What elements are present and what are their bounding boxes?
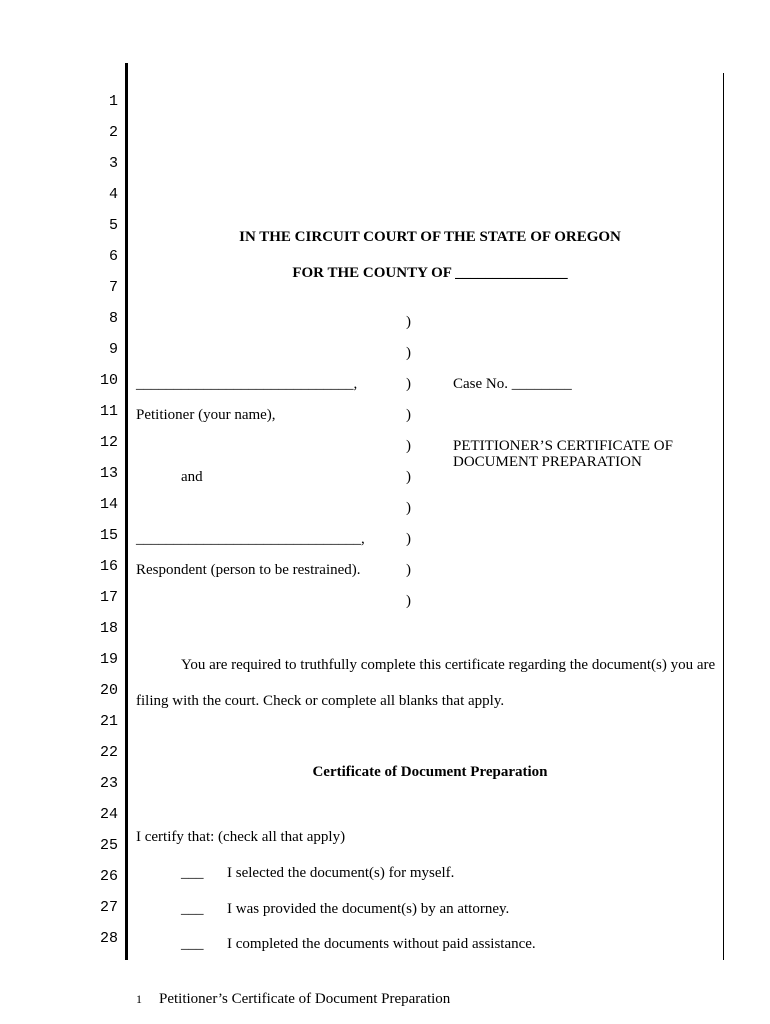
line-number: 24 xyxy=(99,806,118,823)
left-margin-rule xyxy=(125,63,128,960)
section-heading: Certificate of Document Preparation xyxy=(312,764,548,780)
line-number: 15 xyxy=(99,527,118,544)
caption-paren: ) xyxy=(406,562,411,578)
caption-paren: ) xyxy=(406,531,411,547)
instruction-line2: filing with the court. Check or complete all blanks that apply. xyxy=(136,693,505,709)
case-number-line xyxy=(453,375,572,393)
line-number: 4 xyxy=(108,186,118,203)
line-number: 14 xyxy=(99,496,118,513)
option-checkbox-blank[interactable]: ___ xyxy=(181,901,204,917)
line-number: 10 xyxy=(99,372,118,389)
footer-page-number: 1 xyxy=(136,992,142,1006)
caption-paren: ) xyxy=(406,376,411,392)
line-number: 8 xyxy=(108,310,118,327)
county-prefix: FOR THE COUNTY OF xyxy=(292,265,452,281)
line-number: 23 xyxy=(99,775,118,792)
line-number: 11 xyxy=(99,403,118,420)
instruction-line1: You are required to truthfully complete this certificate regarding the document(s) you are xyxy=(181,657,716,673)
caption-paren: ) xyxy=(406,500,411,516)
line-number: 1 xyxy=(108,93,118,110)
line-number: 3 xyxy=(108,155,118,172)
option-checkbox-blank[interactable]: ___ xyxy=(181,865,204,881)
line-number: 22 xyxy=(99,744,118,761)
caption-paren: ) xyxy=(406,438,411,454)
line-number: 27 xyxy=(99,899,118,916)
respondent-label: Respondent (person to be restrained). xyxy=(136,562,361,578)
line-number: 28 xyxy=(99,930,118,947)
county-line xyxy=(136,264,724,282)
line-number: 16 xyxy=(99,558,118,575)
line-number: 21 xyxy=(99,713,118,730)
line-number: 20 xyxy=(99,682,118,699)
and-label: and xyxy=(181,469,203,485)
line-number: 6 xyxy=(108,248,118,265)
line-number: 12 xyxy=(99,434,118,451)
option-checkbox-blank[interactable]: ___ xyxy=(181,936,204,952)
option-label: I completed the documents without paid assistance. xyxy=(227,936,536,952)
certify-intro: I certify that: (check all that apply) xyxy=(136,829,346,845)
respondent-name-blank[interactable]: ______________________________, xyxy=(136,531,365,547)
option-label: I was provided the document(s) by an attorney. xyxy=(227,901,510,917)
line-number: 19 xyxy=(99,651,118,668)
line-number: 17 xyxy=(99,589,118,606)
petitioner-name-blank[interactable]: _____________________________, xyxy=(136,376,358,392)
line-number: 25 xyxy=(99,837,118,854)
line-number: 5 xyxy=(108,217,118,234)
caption-paren: ) xyxy=(406,345,411,361)
court-title: IN THE CIRCUIT COURT OF THE STATE OF OREGON xyxy=(239,229,621,245)
caption-paren: ) xyxy=(406,593,411,609)
line-number: 2 xyxy=(108,124,118,141)
caption-paren: ) xyxy=(406,407,411,423)
line-number: 26 xyxy=(99,868,118,885)
option-label: I selected the document(s) for myself. xyxy=(227,865,455,881)
case-number-blank[interactable]: ________ xyxy=(511,376,572,392)
right-margin-rule xyxy=(723,73,724,960)
case-number-label: Case No. xyxy=(453,376,508,392)
line-number: 9 xyxy=(108,341,118,358)
footer-title: Petitioner’s Certificate of Document Preparation xyxy=(159,991,451,1007)
document-title-line2: DOCUMENT PREPARATION xyxy=(453,454,642,470)
county-blank[interactable]: _______________ xyxy=(455,265,568,281)
line-number: 7 xyxy=(108,279,118,296)
caption-paren: ) xyxy=(406,314,411,330)
line-number: 13 xyxy=(99,465,118,482)
line-number: 18 xyxy=(99,620,118,637)
document-title-line1: PETITIONER’S CERTIFICATE OF xyxy=(453,438,673,454)
caption-paren: ) xyxy=(406,469,411,485)
petitioner-label: Petitioner (your name), xyxy=(136,407,276,423)
